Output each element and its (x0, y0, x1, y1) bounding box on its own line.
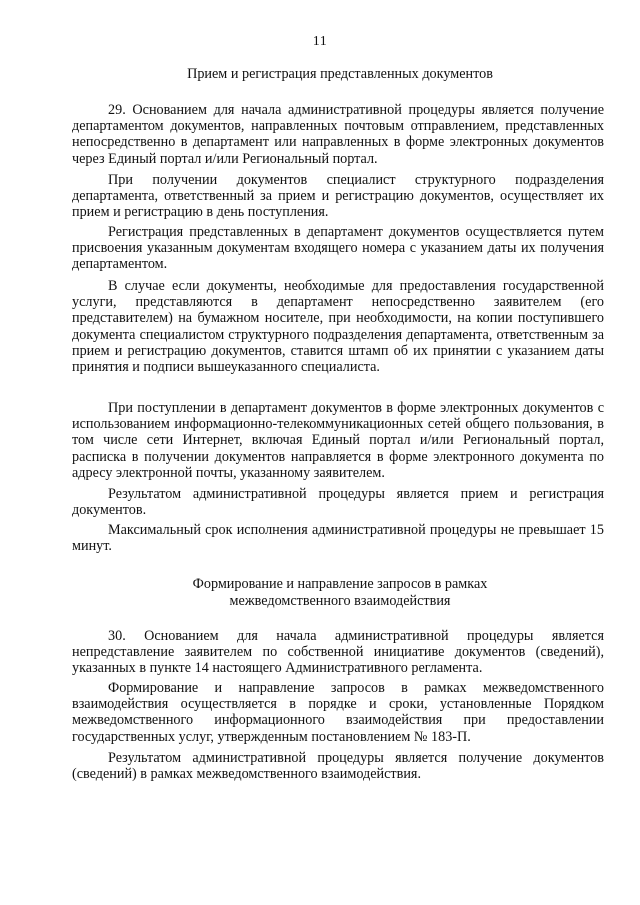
paragraph-29: 29. Основанием для начала административной процедуры является получение департаментом документов, направленных почтовым отправлением, представленных непосредственно в департамент или направленных в форме электронных документов через Единый портал и/или Региональный портал. (72, 102, 604, 167)
section-heading-reception: Прием и регистрация представленных документов (187, 66, 493, 82)
paragraph-electronic-submission: При поступлении в департамент документов в форме электронных документов с использованием информационно-телекоммуникационных сетей общего пользования, в том числе сети Интернет, включая Единый портал и/или Региональный портал, расписка в получении документов направляется в форме электронного документа по адресу электронной почты, указанному заявителем. (72, 400, 604, 481)
paragraph-requests-formation: Формирование и направление запросов в рамках межведомственного взаимодействия осуществляется в порядке и сроки, установленные Порядком межведомственного информационного взаимодействия при предоставлении государственных услуг, утвержденным постановлением № 183-П. (72, 680, 604, 745)
section-heading-requests-line2: межведомственного взаимодействия (229, 593, 451, 609)
paragraph-registration: Регистрация представленных в департамент документов осуществляется путем присвоения указанным документам входящего номера с указанием даты их получения департаментом. (72, 224, 604, 273)
paragraph-30: 30. Основанием для начала административной процедуры является непредставление заявителем по собственной инициативе документов (сведений), указанных в пункте 14 настоящего Административного регламента. (72, 628, 604, 677)
paragraph-max-time: Максимальный срок исполнения административной процедуры не превышает 15 минут. (72, 522, 604, 555)
paragraph-paper-submission: В случае если документы, необходимые для предоставления государственной услуги, представляются в департамент непосредственно заявителем (его представителем) на бумажном носителе, при необходимости, на копии поступившего документа специалистом структурного подразделения департамента, ответственным за прием и регистрацию документов, ставится штамп об их принятии с указанием даты принятия и подписи вышеуказанного специалиста. (72, 278, 604, 376)
paragraph-result-1: Результатом административной процедуры является прием и регистрация документов. (72, 486, 604, 519)
section-heading-requests-line1: Формирование и направление запросов в рамках (192, 576, 488, 592)
page-number: 11 (312, 34, 328, 49)
paragraph-receipt: При получении документов специалист структурного подразделения департамента, ответственный за прием и регистрацию документов, осуществляет их прием и регистрацию в день поступления. (72, 172, 604, 221)
section-heading-requests (60, 576, 620, 610)
paragraph-result-2: Результатом административной процедуры является получение документов (сведений) в рамках межведомственного взаимодействия. (72, 750, 604, 783)
